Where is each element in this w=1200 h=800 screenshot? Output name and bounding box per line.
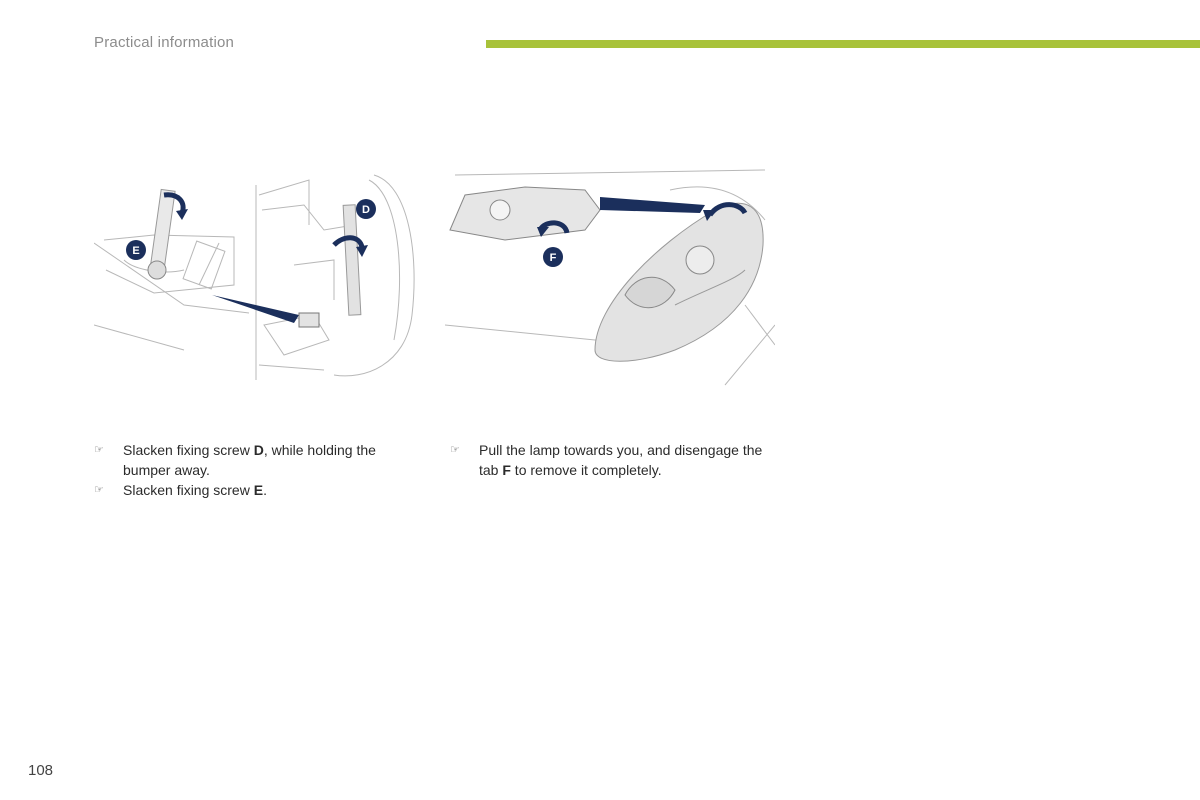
step-text: Pull the lamp towards you, and disengage the tab F to remove it completely. bbox=[479, 442, 763, 478]
marker-d: D bbox=[362, 204, 370, 216]
step-text: Slacken fixing screw D, while holding the bumper away. bbox=[123, 442, 376, 478]
steps-left-column bbox=[94, 440, 414, 500]
illustration-headlamp-f bbox=[445, 165, 775, 390]
section-accent-bar bbox=[486, 40, 1200, 48]
headlamp-icon bbox=[595, 203, 763, 361]
section-title: Practical information bbox=[94, 34, 235, 51]
steps-right-column bbox=[450, 440, 780, 480]
lamp-tab-detail-icon bbox=[450, 187, 600, 240]
page-number: 108 bbox=[28, 762, 54, 779]
screwdriver-e-icon bbox=[148, 189, 188, 279]
marker-e: E bbox=[132, 245, 140, 257]
screwdriver-d-icon bbox=[334, 205, 368, 315]
step-item bbox=[450, 440, 780, 480]
step-item bbox=[94, 440, 414, 480]
marker-f: F bbox=[549, 252, 557, 264]
pointing-hand-icon: ☞ bbox=[450, 444, 460, 456]
step-text: Slacken fixing screw E. bbox=[123, 482, 267, 498]
pointing-hand-icon: ☞ bbox=[94, 484, 104, 496]
pointing-hand-icon: ☞ bbox=[94, 444, 104, 456]
illustration-screws-d-e bbox=[94, 165, 424, 390]
step-item bbox=[94, 480, 414, 500]
